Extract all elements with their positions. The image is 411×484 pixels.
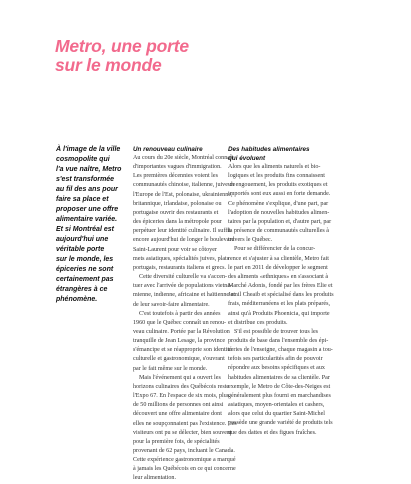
sidebar-line: À l'image de la ville [56, 146, 121, 153]
text-line: C'est toutefois à partir des années [139, 310, 221, 317]
text-line: leur alimentation. [133, 475, 176, 482]
text-line: Cette diversité culturelle va s'accen- [139, 274, 228, 281]
sidebar-line: épiceries ne sont [56, 266, 114, 273]
text-line: provenant de 62 pays, incluant le Canada. [133, 448, 235, 454]
text-line: répondre aux besoins spécifiques et aux [228, 365, 325, 372]
text-line: tefois ses particularités afin de pouvoir [228, 356, 323, 363]
text-line: Mais l'événement qui a ouvert les [139, 374, 221, 381]
text-line: que des dattes et des figues fraîches. [228, 429, 317, 436]
text-line: tranquille de Jean Lesage, la province [133, 338, 226, 345]
text-line: asiatiques, moyen-orientales et cashers, [228, 402, 325, 409]
text-line: logiques et les produits fins connaissent [228, 173, 325, 180]
text-line: veau culinaire. Portée par la Révolution [133, 328, 230, 335]
text-line: la présence de communautés culturelles à [228, 228, 330, 235]
sidebar-line: sur le monde, les [56, 256, 114, 263]
text-line: Jamil Cheaib et spécialisé dans les produits [228, 292, 334, 299]
sidebar-line: phénomène. [56, 296, 98, 303]
text-line: des aliments «ethniques» en s'associant à [228, 273, 329, 280]
text-line: britannique, irlandaise, polonaise ou [133, 200, 222, 207]
sidebar-intro [56, 145, 128, 305]
text-line: de leur savoir-faire alimentaire. [133, 301, 210, 308]
sidebar-line: s'est transformée [56, 176, 115, 183]
text-line: des épiceries dans la métropole pour [133, 219, 222, 226]
text-line: possède une grande variété de produits tels [228, 420, 333, 427]
paragraph [228, 245, 354, 327]
text-line: S'il est possible de trouver tous les [234, 328, 319, 335]
column-1-heading: Un renouveau culinaire [133, 146, 203, 153]
text-line: généralement plus fourni en marchandises [228, 392, 331, 399]
text-line: de 50 millions de personnes ont ainsi [133, 402, 224, 409]
sidebar-line: véritable porte [56, 246, 105, 253]
text-line: Alors que les aliments naturels et bio- [228, 164, 321, 170]
text-line: le pari en 2011 de développer le segment [228, 264, 328, 271]
text-line: visiteurs ont pu se délecter, bien souvent [133, 429, 232, 436]
text-line: encore aujourd'hui de longer le boulevard [133, 237, 235, 244]
text-line: exemple, le Metro de Côte-des-Neiges est [228, 383, 331, 390]
text-line: 1960 que le Québec connaît un renou- [133, 319, 227, 326]
paragraph [228, 328, 354, 438]
sidebar-line: certainement pas [56, 276, 114, 283]
text-line: taires par la population et, d'autre part, par [228, 218, 332, 225]
text-line: Ce phénomène s'explique, d'une part, par [228, 200, 329, 207]
text-line: par le fait même sur le monde. [133, 365, 208, 372]
text-line: pour la première fois, de spécialités [133, 438, 220, 445]
text-line: un engouement, les produits exotiques et [228, 182, 328, 189]
title-line-1: Metro, une porte [55, 36, 189, 56]
text-line: frais, méditerranéens et les plats préparés, [228, 301, 331, 308]
text-line: et distribue ces produits. [228, 319, 288, 326]
sidebar-line: Et si Montréal est [56, 226, 114, 233]
paragraph [228, 163, 354, 245]
text-line: elles ne soupçonnaient pas l'existence. Les [133, 420, 237, 427]
text-line: ceries de l'enseigne, chaque magasin a tou- [228, 347, 333, 354]
column-2-heading: Des habitudes alimentaires [228, 146, 310, 153]
sidebar-line: faire sa place et [56, 196, 109, 203]
text-line: Les premières décennies voient les [133, 173, 218, 180]
text-line: portugais, restaurants italiens et grecs. [133, 264, 227, 271]
text-line: d'importantes vagues d'immigration. [133, 164, 222, 171]
sidebar-line: aujourd'hui une [56, 236, 109, 243]
page-title [55, 37, 275, 75]
text-line: perpétuer leur identité culinaire. Il suffit [133, 228, 231, 235]
text-line: Cette expérience gastronomique a marqué [133, 457, 236, 464]
text-line: horizons culinaires des Québécois reste [133, 383, 230, 390]
text-line: mets asiatiques, spécialités juives, plats [133, 255, 230, 262]
column-habitudes-alimentaires [228, 145, 354, 438]
text-line: Saint-Laurent pour voir se côtoyer [133, 246, 217, 253]
sidebar-line: alimentaire variée. [56, 216, 118, 223]
text-line: l'adoption de nouvelles habitudes alimen- [228, 209, 330, 216]
text-line: produits de base dans l'ensemble des épi- [228, 337, 329, 344]
sidebar-line: au fil des ans pour [56, 186, 118, 193]
text-line: à jamais les Québécois en ce qui concerne [133, 466, 236, 473]
text-line: travers le Québec. [228, 237, 273, 244]
text-line: découvert une offre alimentaire dont [133, 411, 222, 418]
text-line: l'Expo 67. En l'espace de six mois, plus [133, 393, 230, 400]
text-line: habitudes alimentaires de sa clientèle. Par [228, 374, 330, 381]
sidebar-line: proposer une offre [56, 206, 119, 213]
text-line: culturelle et gastronomique, s'ouvrant [133, 356, 225, 363]
text-line: s'émancipe et se réapproprie son identité [133, 347, 232, 354]
text-line: Marché Adonis, fondé par les frères Elie et [228, 283, 333, 290]
column-2-heading-line-2: qui évoluent [228, 155, 266, 162]
text-line: ainsi qu'à Produits Phoenicia, qui importe [228, 310, 330, 317]
text-line: alors que celui du quartier Saint-Michel [228, 411, 325, 418]
text-line: l'Europe de l'Est, polonaise, ukrainienne, [133, 191, 233, 198]
text-line: communautés chinoise, italienne, juive de [133, 182, 236, 189]
text-line: Au cours du 20e siècle, Montréal connaît [133, 155, 234, 161]
text-line: Pour se différencier de la concur- [234, 246, 316, 253]
text-line: tuer avec l'arrivée de populations vietna- [133, 283, 233, 290]
text-line: mienne, indienne, africaine et haïtienne et [133, 292, 236, 299]
text-line: rence et s'ajuster à sa clientèle, Metro fait [228, 255, 329, 262]
sidebar-line: étrangères à ce [56, 286, 108, 293]
sidebar-line: cosmopolite qui [56, 156, 110, 163]
text-line: portugaise ouvrir des restaurants et [133, 209, 219, 216]
title-line-2: sur le monde [55, 55, 162, 75]
sidebar-line: l'a vue naître, Metro [56, 166, 122, 173]
text-line: importés sont eux aussi en forte demande. [228, 191, 331, 198]
